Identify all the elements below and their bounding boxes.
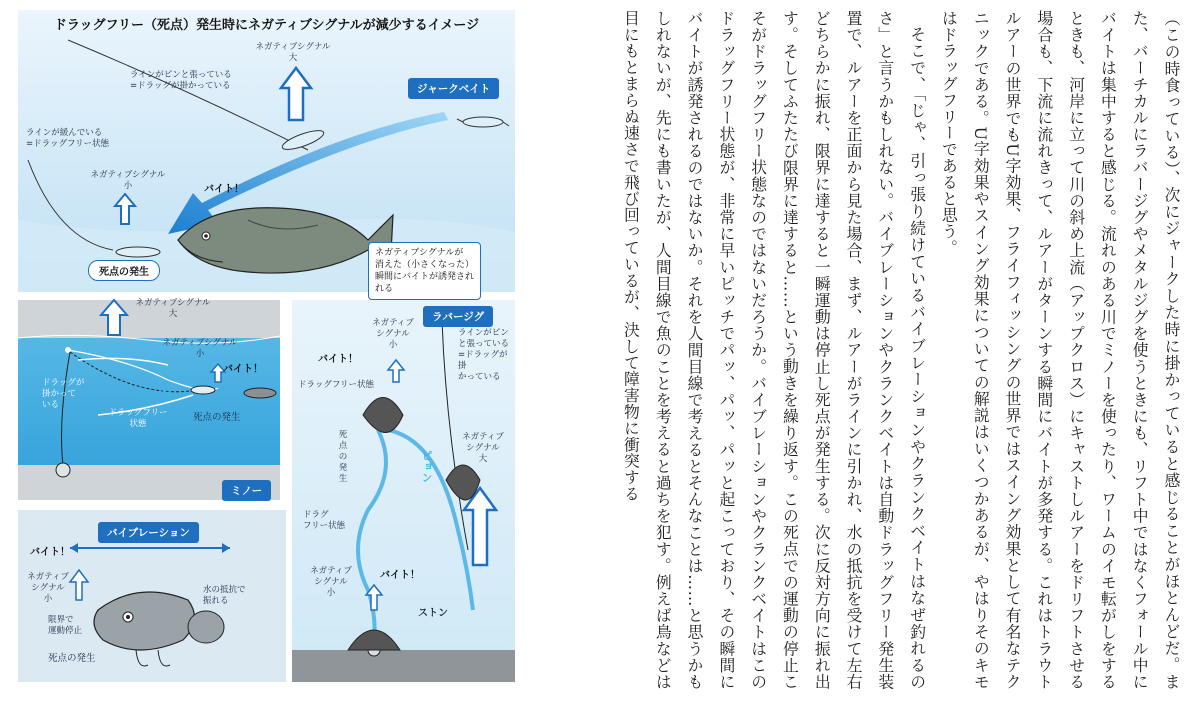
rubberjig-drag-free2-label: ドラグ フリー状態	[303, 510, 346, 531]
paragraph: （この時食っている）、次にジャークした時に掛かっていると感じることがほとんどだ。また、バーチカルにラバージグやメタルジグを使うときにも、リフト中ではなくフォール中にバイトは集中すると感じる。流れのある川でミノーを使ったり、ワームのイモ転がしをするときも、河岸に立って川の斜め上流（アップクロス）にキャストしルアーをドリフトさせる場合も、下流に流れきって、ルアーがターンする瞬間にバイトが多発する。これはトラウトルアーの世界でもU字効果、フライフィッシングの世界ではスイング効果として有名なテクニックである。U字効果やスイング効果についての解説はいくつかあるが、やはりそのキモはドラッグフリーであると思う。	[939, 10, 1181, 690]
rubberjig-bite-label: バイト！	[318, 354, 358, 365]
minnow-dead-point-label: 死点の発生	[193, 412, 241, 423]
jerkbait-tag: ジャークベイト	[408, 78, 499, 99]
minnow-drag-free-label: ドラッグフリー 状態	[108, 408, 168, 429]
top-line-tight-label: ラインがピンと張っている =ドラッグが掛かっている	[130, 70, 232, 91]
paragraph: そこで、「じゃ、引っ張り続けているバイブレーションやクランクベイトはなぜ釣れるのさ」と言うかもしれない。バイブレーションやクランクベイトは自動ドラッグフリー発生装置で、ルアーを正面から見た場合、まず、ルアーがラインに引かれ、水の抵抗を受けて左右どちらかに振れ、限界に達すると一瞬運動は停止し死点が発生する。次に反対方向に振れ出す。そしてふたたび限界に達すると……という動きを繰り返す。この死点での運動の停止こそがドラッグフリー状態なのではないだろうか。バイブレーションやクランクベイトはこのドラッグフリー状態が、非常に早いピッチでパッ、パッ、パッと起こっており、その瞬間にバイトが誘発されるのではないか。それを人間目線で考えるとそんなことは……と思うかもしれないが、先にも書いたが、人間目線で魚のことを考えると過ちを犯す。例えば鳥などは目にもとまらぬ速さで飛び回っているが、決して障害物に衝突する	[621, 10, 927, 690]
illustration-panel	[18, 10, 515, 682]
top-neg-large-label: ネガティブシグナル 大	[255, 42, 331, 63]
rubberjig-neg-large-label: ネガティブ シグナル 大	[462, 432, 504, 464]
top-dead-point-tag: 死点の発生	[88, 260, 160, 281]
top-note-box: ネガティブシグナルが 消えた（小さくなった） 瞬間にバイトが誘発され れる	[368, 242, 481, 300]
top-bite-label: バイト！	[204, 184, 244, 195]
vibration-tag: バイブレーション	[98, 522, 199, 543]
vibration-water-label: 水の抵抗で 振れる	[203, 585, 246, 606]
minnow-turn-label: ターン	[138, 387, 171, 400]
rubberjig-dead-point-label: 死 点 の 発 生	[338, 430, 348, 484]
illustration-drawing	[18, 10, 515, 682]
rubberjig-pyon-label: ピョン	[420, 450, 433, 483]
vibration-neg-small-label: ネガティブ シグナル 小	[27, 572, 69, 604]
top-line-slack-label: ラインが緩んでいる =ドラッグフリー状態	[26, 128, 110, 149]
rubberjig-line-tight-label: ラインがピン と張っている =ドラッグが掛 かっている	[458, 328, 510, 382]
minnow-drag-on-label: ドラッグが 掛かって いる	[42, 378, 85, 410]
figure-title: ドラッグフリー（死点）発生時にネガティブシグナルが減少するイメージ	[53, 18, 480, 33]
rubberjig-bite2-label: バイト！	[380, 570, 420, 581]
minnow-neg-small-label: ネガティブシグナル 小	[162, 338, 238, 359]
body-text	[621, 10, 1187, 690]
vibration-dead-point-label: 死点の発生	[48, 653, 96, 664]
rubberjig-ston-label: ストン	[418, 608, 448, 619]
rubberjig-drag-free-label: ドラッグフリー状態	[298, 380, 374, 390]
minnow-neg-large-label: ネガティブシグナル 大	[135, 298, 211, 319]
top-neg-small-label: ネガティブシグナル 小	[90, 170, 166, 191]
rubberjig-neg-small2-label: ネガティブ シグナル 小	[310, 566, 352, 598]
rubberjig-neg-small-label: ネガティブ シグナル 小	[372, 318, 414, 350]
minnow-bite-label: バイト！	[223, 364, 263, 375]
minnow-tag: ミノー	[222, 480, 271, 501]
jerkbait-lure-lower	[116, 247, 160, 257]
rubberjig-tag: ラバージグ	[423, 306, 493, 327]
vibration-bite-label: バイト！	[30, 547, 70, 558]
vibration-limit-label: 限界で 運動停止	[48, 615, 83, 636]
